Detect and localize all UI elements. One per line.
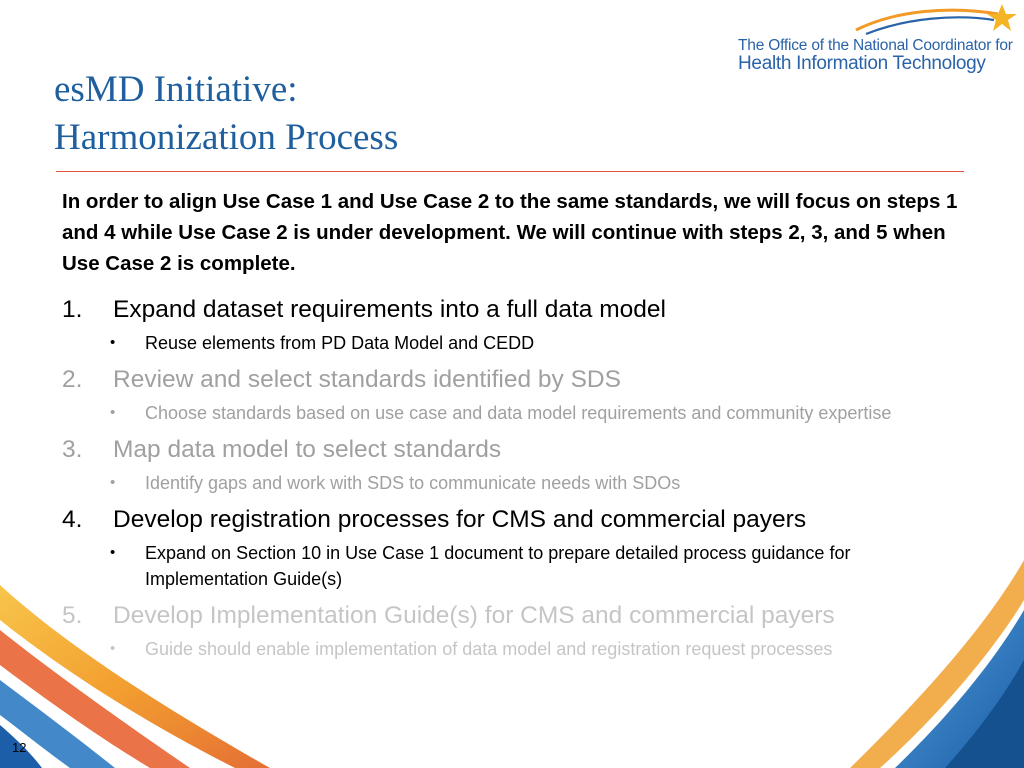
step-number: 5. <box>62 602 83 629</box>
bullet-icon: • <box>110 334 116 351</box>
step-item <box>62 432 992 496</box>
title-divider <box>56 171 964 172</box>
step-subpoint-text: Choose standards based on use case and data model requirements and community expertise <box>145 403 892 423</box>
step-label: Develop registration processes for CMS and commercial payers <box>113 506 807 533</box>
step-subpoint-text: Reuse elements from PD Data Model and CEDD <box>145 333 535 353</box>
step-subpoint-text: Expand on Section 10 in Use Case 1 document to prepare detailed process guidance for Implementation Guide(s) <box>145 543 851 589</box>
slide-title-line1: esMD Initiative: <box>54 69 298 110</box>
step-item <box>62 362 992 426</box>
step-subpoint <box>110 636 992 662</box>
step-heading <box>62 292 992 328</box>
step-item <box>62 502 992 592</box>
step-number: 2. <box>62 366 83 393</box>
steps-list <box>62 292 992 668</box>
step-subpoint-text: Identify gaps and work with SDS to communicate needs with SDOs <box>145 473 681 493</box>
bullet-icon: • <box>110 404 116 421</box>
logo-line2: Health Information Technology <box>738 53 986 74</box>
step-number: 3. <box>62 436 83 463</box>
slide-title <box>54 66 398 162</box>
intro-paragraph: In order to align Use Case 1 and Use Case 2 to the same standards, we will focus on steps 1 and 4 while Use Case 2 is under development. We will continue with steps 2, 3, and 5 when Use Case 2 is complete. <box>62 190 958 275</box>
step-label: Map data model to select standards <box>113 436 502 463</box>
step-heading <box>62 362 992 398</box>
step-heading <box>62 432 992 468</box>
step-subpoint-text: Guide should enable implementation of data model and registration request processes <box>145 639 833 659</box>
step-heading <box>62 502 992 538</box>
bullet-icon: • <box>110 544 116 561</box>
step-subpoint <box>110 470 992 496</box>
slide-title-line2: Harmonization Process <box>54 117 399 158</box>
logo-line1: The Office of the National Coordinator for <box>738 37 1013 54</box>
step-item <box>62 292 992 356</box>
step-label: Review and select standards identified by SDS <box>113 366 621 393</box>
page-number: 12 <box>12 740 27 755</box>
step-label: Expand dataset requirements into a full data model <box>113 296 666 323</box>
step-number: 4. <box>62 506 83 533</box>
step-item <box>62 598 992 662</box>
step-subpoint <box>110 540 992 592</box>
bullet-icon: • <box>110 474 116 491</box>
bullet-icon: • <box>110 640 116 657</box>
step-heading <box>62 598 992 634</box>
step-subpoint <box>110 330 992 356</box>
step-subpoint <box>110 400 992 426</box>
step-label: Develop Implementation Guide(s) for CMS and commercial payers <box>113 602 835 629</box>
onc-logo <box>736 4 1016 76</box>
step-number: 1. <box>62 296 83 323</box>
